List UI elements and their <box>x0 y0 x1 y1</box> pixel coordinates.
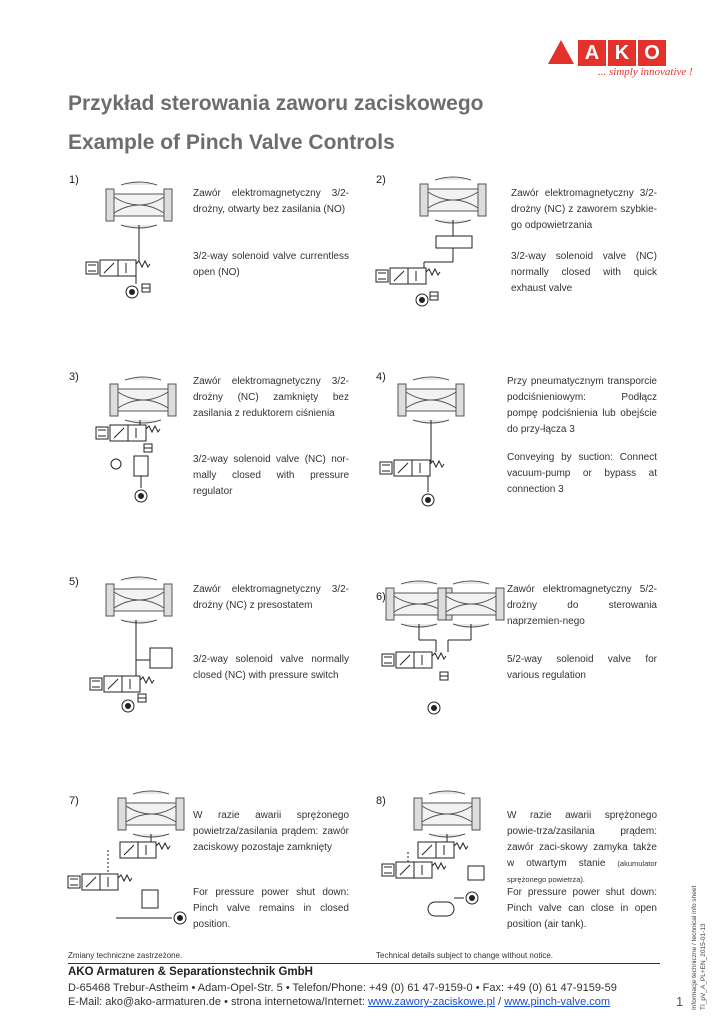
example-1-pl: Zawór elektromagnetyczny 3/2-drożny, otwarty bez zasilania (NO) <box>193 188 349 215</box>
example-3-en: 3/2-way solenoid valve (NC) nor-mally closed with pressure regulator <box>193 454 349 497</box>
example-5-diagram <box>90 576 200 716</box>
side-info <box>690 886 708 1010</box>
example-5-pl: Zawór elektromagnetyczny 3/2-drożny (NC) z presostatem <box>193 584 349 611</box>
example-5-number: 5) <box>69 576 79 588</box>
example-7-en: For pressure power shut down: Pinch valve remains in closed position. <box>193 887 349 930</box>
ako-logo <box>548 40 666 66</box>
footer-divider <box>68 963 660 964</box>
page-number: 1 <box>676 994 684 1009</box>
footer-mail-prefix: E-Mail: ako@ako-armaturen.de • strona internetowa/Internet: <box>68 996 368 1008</box>
side-info-line1: Informacje techniczne / technical info sheet <box>691 885 698 1010</box>
example-1-en: 3/2-way solenoid valve currentless open (NO) <box>193 251 349 278</box>
example-4-diagram <box>380 370 480 510</box>
example-1-diagram <box>86 180 186 300</box>
logo-triangle <box>548 40 574 64</box>
example-6-pl: Zawór elektromagnetyczny 5/2-drożny do sterowania naprzemien-nego <box>507 584 657 627</box>
example-6-number: 6) <box>376 591 386 603</box>
footer-note-en: Technical details subject to change without notice. <box>376 951 553 960</box>
example-2-number: 2) <box>376 174 386 186</box>
footer-link-sep: / <box>495 996 505 1008</box>
example-6-en: 5/2-way solenoid valve for various regulation <box>507 654 657 681</box>
example-3-diagram <box>96 370 196 510</box>
example-2-pl: Zawór elektromagnetyczny 3/2-drożny (NC) z zaworem szybkie-go odpowietrzania <box>511 188 657 231</box>
example-5-en: 3/2-way solenoid valve normally closed (NC) with pressure switch <box>193 654 349 681</box>
link-pinch-valve[interactable]: www.pinch-valve.com <box>504 996 611 1008</box>
logo-letter-a: A <box>578 40 606 66</box>
example-7-pl: W razie awarii sprężonego powietrza/zasilania prądem: zawór zaciskowy pozostaje zamknięty <box>193 810 349 853</box>
example-3-pl: Zawór elektromagnetyczny 3/2-drożny (NC) zamknięty bez zasilania z reduktorem ciśnienia <box>193 376 349 419</box>
example-6-diagram <box>382 580 502 720</box>
slogan: ... simply innovative ! <box>598 66 693 78</box>
title-pl: Przykład sterowania zaworu zaciskowego <box>68 92 484 115</box>
example-7-diagram <box>68 790 198 940</box>
example-4-pl: Przy pneumatycznym transporcie podciśnieniowym: Podłącz pompę podciśnienia lub obejście do przy-łącza 3 <box>507 376 657 435</box>
side-info-line2: TI_pV_A_PL+EN_2015-01-13 <box>700 923 707 1010</box>
footer-note-pl: Zmiany techniczne zastrzeżone. <box>68 951 183 960</box>
example-2-en: 3/2-way solenoid valve (NC) normally closed with quick exhaust valve <box>511 251 657 294</box>
footer-company: AKO Armaturen & Separationstechnik GmbH <box>68 966 313 978</box>
example-4-en: Conveying by suction: Connect vacuum-pump or bypass at connection 3 <box>507 452 657 495</box>
logo-letter-o: O <box>638 40 666 66</box>
example-8-en: For pressure power shut down: Pinch valve can close in open position (air tank). <box>507 887 657 930</box>
example-4-number: 4) <box>376 371 386 383</box>
example-8-diagram <box>382 790 502 940</box>
example-3-number: 3) <box>69 371 79 383</box>
logo-letter-k: K <box>608 40 636 66</box>
example-8-pl-small: (akumulator sprężonego powietrza). <box>507 859 658 884</box>
example-2-diagram <box>376 180 486 310</box>
footer-contact <box>68 996 610 1008</box>
example-8-number: 8) <box>376 795 386 807</box>
example-7-number: 7) <box>69 795 79 807</box>
example-1-number: 1) <box>69 174 79 186</box>
example-8-pl <box>507 808 657 888</box>
example-8-pl-main: W razie awarii sprężonego powie-trza/zasilania prądem: zawór zaci-skowy zamyka także w otwartym stanie <box>507 810 657 869</box>
footer-address: D-65468 Trebur-Astheim • Adam-Opel-Str. 5 • Telefon/Phone: +49 (0) 61 47-9159-0 • Fax: +49 (0) 61 47-9159-59 <box>68 982 617 994</box>
link-zawory[interactable]: www.zawory-zaciskowe.pl <box>367 996 496 1008</box>
title-en: Example of Pinch Valve Controls <box>68 131 395 154</box>
